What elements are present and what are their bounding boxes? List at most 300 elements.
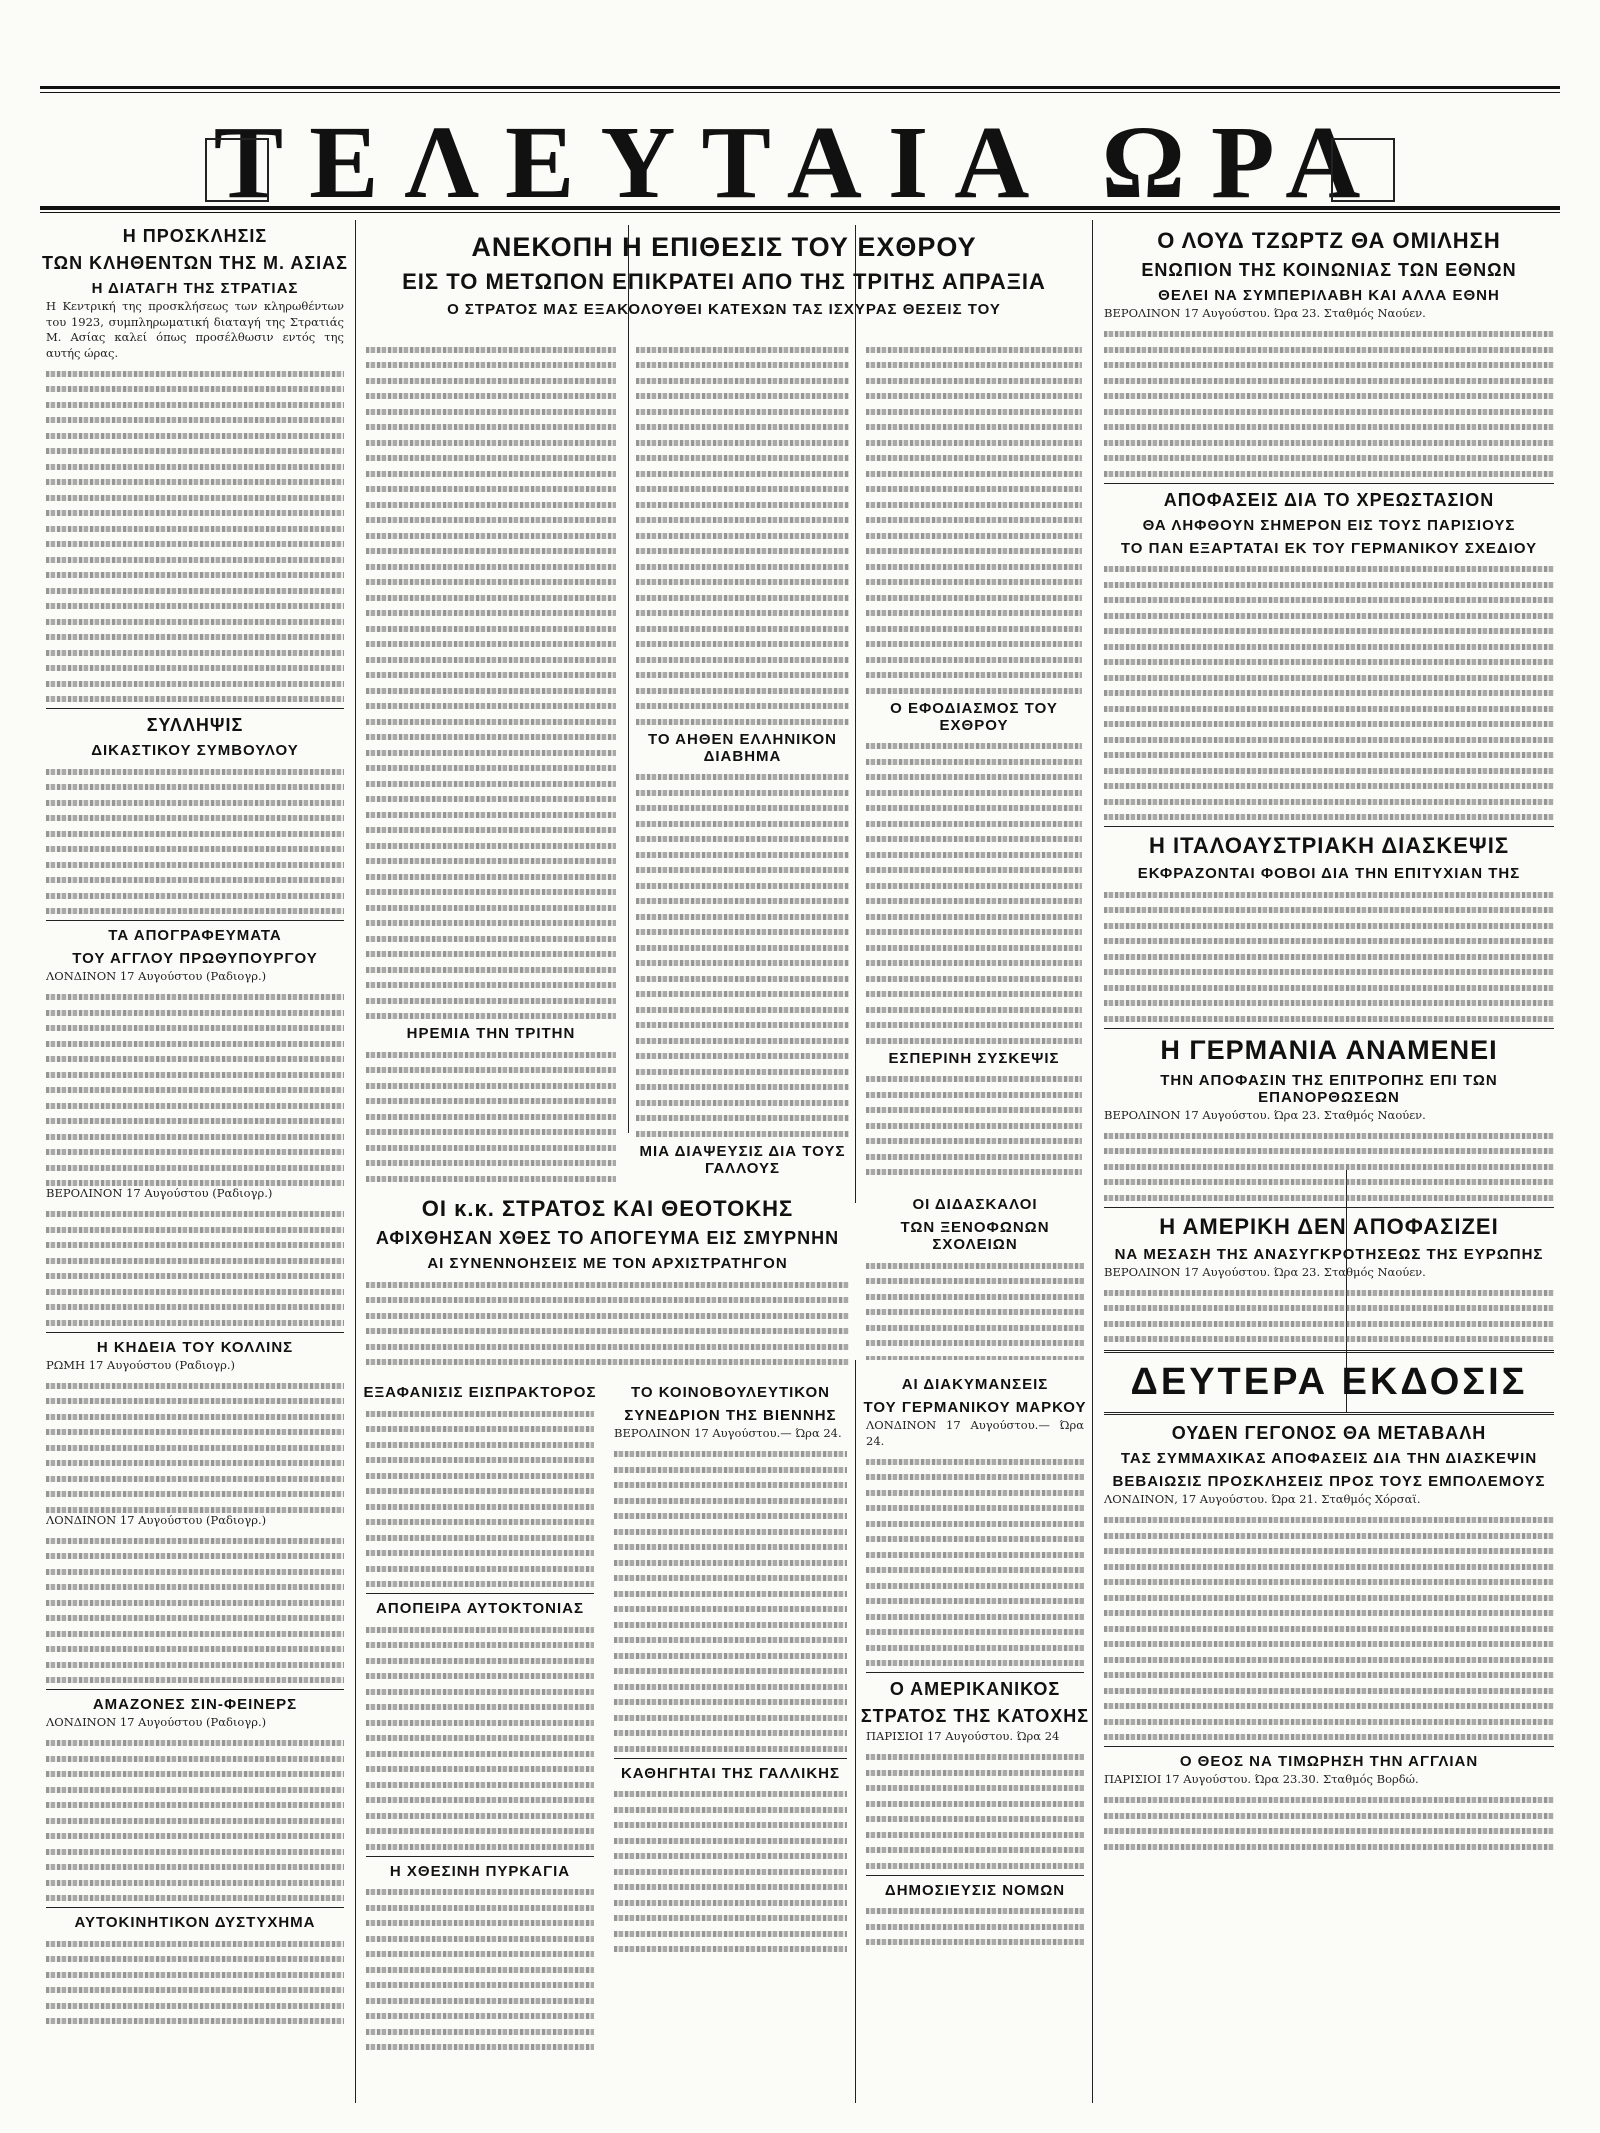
text-line bbox=[866, 393, 1082, 399]
text-line bbox=[366, 812, 616, 818]
section-divider bbox=[866, 1875, 1084, 1876]
text-line bbox=[46, 1987, 344, 1993]
text-line bbox=[46, 1320, 344, 1326]
text-line bbox=[866, 378, 1082, 384]
text-line bbox=[46, 1833, 344, 1839]
text-line bbox=[366, 858, 616, 864]
text-line bbox=[866, 960, 1082, 966]
headline: ΑΠΟΦΑΣΕΙΣ ΔΙΑ ΤΟ ΧΡΕΩΣΤΑΣΙΟΝ bbox=[1163, 489, 1495, 510]
headline: ΤΩΝ ΚΛΗΘΕΝΤΩΝ ΤΗΣ Μ. ΑΣΙΑΣ bbox=[42, 253, 348, 273]
text-line bbox=[366, 1581, 594, 1587]
text-line bbox=[866, 1278, 1084, 1284]
text-line bbox=[46, 1103, 344, 1109]
text-line bbox=[366, 1889, 594, 1895]
text-line bbox=[1104, 1336, 1554, 1342]
text-line bbox=[636, 409, 849, 415]
text-line bbox=[46, 1584, 344, 1590]
text-line bbox=[1104, 690, 1554, 696]
headline: Η ΑΜΕΡΙΚΗ ΔΕΝ ΑΠΟΦΑΣΙΖΕΙ bbox=[1159, 1213, 1499, 1239]
masthead bbox=[0, 105, 1600, 220]
text-line bbox=[46, 1507, 344, 1513]
text-line bbox=[866, 1908, 1084, 1914]
text-line bbox=[866, 759, 1082, 765]
text-line bbox=[46, 1849, 344, 1855]
text-line bbox=[1104, 675, 1554, 681]
text-line bbox=[636, 929, 849, 935]
text-line bbox=[366, 2013, 594, 2019]
text-line bbox=[366, 1720, 594, 1726]
text-line bbox=[366, 362, 616, 368]
text-line bbox=[366, 1658, 594, 1664]
text-line bbox=[636, 579, 849, 585]
headline: ΟΥΔΕΝ ΓΕΓΟΝΟΣ ΘΑ ΜΕΤΑΒΑΛΗ bbox=[1171, 1423, 1487, 1443]
section-divider bbox=[1104, 1350, 1554, 1353]
text-line bbox=[636, 1053, 849, 1059]
headline: ΑΙ ΔΙΑΚΥΜΑΝΣΕΙΣ bbox=[901, 1376, 1049, 1393]
article-text: Η Κεντρική της προσκλήσεως των κληρωθέντων του 1923, συμπληρωματική διαταγή της Στρατιάς Μ. Ασίας καλεί όπως προσέλθωσιν εντός της αυτής ώρας. bbox=[46, 299, 344, 360]
text-line bbox=[1104, 783, 1554, 789]
text-line bbox=[366, 1673, 594, 1679]
text-line bbox=[1104, 1564, 1554, 1570]
text-line bbox=[46, 1180, 344, 1186]
subheadline: ΝΑ ΜΕΣΑΣΗ ΤΗΣ ΑΝΑΣΥΓΚΡΟΤΗΣΕΩΣ ΤΗΣ ΕΥΡΩΠΗΣ bbox=[1114, 1245, 1544, 1263]
text-line bbox=[866, 672, 1082, 678]
text-line bbox=[866, 945, 1082, 951]
text-line bbox=[636, 440, 849, 446]
text-line bbox=[866, 1076, 1082, 1082]
text-line bbox=[866, 1022, 1082, 1028]
text-line bbox=[866, 1474, 1084, 1480]
text-line bbox=[866, 688, 1082, 694]
text-line bbox=[366, 1627, 594, 1633]
text-line bbox=[866, 1340, 1084, 1346]
text-line bbox=[366, 1936, 594, 1942]
text-line bbox=[46, 1941, 344, 1947]
dateline: ΡΩΜΗ 17 Αυγούστου (Ραδιογρ.) bbox=[46, 1357, 236, 1372]
text-line bbox=[636, 1084, 849, 1090]
headline: Ο ΘΕΟΣ ΝΑ ΤΙΜΩΡΗΣΗ ΤΗΝ ΑΓΓΛΙΑΝ bbox=[1179, 1753, 1479, 1770]
text-line bbox=[366, 610, 616, 616]
text-line bbox=[46, 402, 344, 408]
text-line bbox=[866, 1645, 1084, 1651]
text-line bbox=[866, 533, 1082, 539]
text-line bbox=[1104, 393, 1554, 399]
text-line bbox=[614, 1575, 847, 1581]
text-line bbox=[366, 1442, 594, 1448]
text-line bbox=[636, 672, 849, 678]
text-line bbox=[1104, 597, 1554, 603]
text-line bbox=[1104, 1533, 1554, 1539]
text-line bbox=[614, 1591, 847, 1597]
text-line bbox=[46, 1304, 344, 1310]
headline: ΔΗΜΟΣΙΕΥΣΙΣ ΝΟΜΩΝ bbox=[884, 1881, 1066, 1899]
text-line bbox=[1104, 347, 1554, 353]
text-line bbox=[636, 852, 849, 858]
headline: ΤΑ ΑΠΟΓΡΑΦΕΥΜΑΤΑ bbox=[108, 927, 282, 944]
text-line bbox=[1104, 440, 1554, 446]
text-line bbox=[866, 1154, 1082, 1160]
text-line bbox=[866, 610, 1082, 616]
text-line bbox=[636, 378, 849, 384]
text-line bbox=[636, 883, 849, 889]
deck: ΤΟ ΠΑΝ ΕΞΑΡΤΑΤΑΙ ΕΚ ΤΟΥ ΓΕΡΜΑΝΙΚΟΥ ΣΧΕΔΙΟΥ bbox=[1120, 539, 1538, 557]
text-line bbox=[366, 796, 616, 802]
text-line bbox=[614, 1560, 847, 1566]
text-line bbox=[614, 1622, 847, 1628]
text-line bbox=[1104, 424, 1554, 430]
text-line bbox=[366, 657, 616, 663]
text-line bbox=[366, 1813, 594, 1819]
text-line bbox=[1104, 331, 1554, 337]
text-line bbox=[866, 1459, 1084, 1465]
text-line bbox=[366, 920, 616, 926]
text-line bbox=[366, 1766, 594, 1772]
text-line bbox=[366, 347, 616, 353]
text-line bbox=[366, 905, 616, 911]
lead-headline: ΑΝΕΚΟΠΗ Η ΕΠΙΘΕΣΙΣ ΤΟΥ ΕΧΘΡΟΥ bbox=[471, 232, 977, 262]
text-line bbox=[866, 1598, 1084, 1604]
text-line bbox=[1104, 1610, 1554, 1616]
text-line bbox=[366, 1782, 594, 1788]
column-rule bbox=[1092, 220, 1093, 2103]
text-line bbox=[636, 991, 849, 997]
text-line bbox=[866, 1754, 1084, 1760]
text-line bbox=[866, 852, 1082, 858]
text-line bbox=[1104, 1548, 1554, 1554]
text-line bbox=[866, 409, 1082, 415]
text-line bbox=[46, 1631, 344, 1637]
text-line bbox=[1104, 1195, 1554, 1201]
text-line bbox=[366, 626, 616, 632]
section-divider bbox=[46, 708, 344, 709]
text-line bbox=[46, 1956, 344, 1962]
subheadline: ΤΩΝ ΞΕΝΟΦΩΝΩΝ ΣΧΟΛΕΙΩΝ bbox=[900, 1219, 1050, 1253]
text-line bbox=[366, 486, 616, 492]
text-line bbox=[366, 750, 616, 756]
text-line bbox=[614, 1467, 847, 1473]
headline: Η ΙΤΑΛΟΑΥΣΤΡΙΑΚΗ ΔΙΑΣΚΕΨΙΣ bbox=[1148, 833, 1510, 858]
text-line bbox=[1104, 799, 1554, 805]
text-line bbox=[366, 1282, 849, 1288]
text-line bbox=[366, 424, 616, 430]
headline: ΑΜΑΖΟΝΕΣ ΣΙΝ-ΦΕΙΝΕΡΣ bbox=[92, 1696, 298, 1713]
text-line bbox=[46, 1383, 344, 1389]
lead-col-b bbox=[630, 337, 855, 1182]
text-line bbox=[366, 502, 616, 508]
text-line bbox=[614, 1869, 847, 1875]
text-line bbox=[46, 1600, 344, 1606]
text-line bbox=[614, 1529, 847, 1535]
text-line bbox=[614, 1544, 847, 1550]
text-line bbox=[866, 1294, 1084, 1300]
top-rule-thin bbox=[40, 92, 1560, 93]
text-line bbox=[1104, 566, 1554, 572]
story-teachers bbox=[860, 1190, 1090, 1360]
text-line bbox=[866, 548, 1082, 554]
text-line bbox=[1104, 706, 1554, 712]
deck: ΑΙ ΣΥΝΕΝΝΟΗΣΕΙΣ ΜΕ ΤΟΝ ΑΡΧΙΣΤΡΑΤΗΓΟΝ bbox=[427, 1255, 788, 1272]
text-line bbox=[366, 1313, 849, 1319]
text-line bbox=[866, 440, 1082, 446]
text-line bbox=[614, 1791, 847, 1797]
text-line bbox=[46, 526, 344, 532]
column-left bbox=[40, 218, 350, 2113]
text-line bbox=[1104, 378, 1554, 384]
text-line bbox=[46, 893, 344, 899]
text-line bbox=[866, 1309, 1084, 1315]
text-line bbox=[46, 1149, 344, 1155]
text-line bbox=[636, 774, 849, 780]
section-headline: ΜΙΑ ΔΙΑΨΕΥΣΙΣ ΔΙΑ ΤΟΥΣ ΓΑΛΛΟΥΣ bbox=[639, 1142, 846, 1177]
text-line bbox=[46, 1756, 344, 1762]
text-line bbox=[636, 657, 849, 663]
text-line bbox=[636, 1069, 849, 1075]
text-line bbox=[614, 1746, 847, 1752]
text-line bbox=[366, 455, 616, 461]
text-line bbox=[866, 455, 1082, 461]
text-line bbox=[636, 945, 849, 951]
section-divider bbox=[1104, 1028, 1554, 1029]
top-rule bbox=[40, 86, 1560, 89]
text-line bbox=[636, 362, 849, 368]
text-line bbox=[866, 898, 1082, 904]
text-line bbox=[1104, 628, 1554, 634]
text-line bbox=[1104, 1321, 1554, 1327]
text-line bbox=[46, 1398, 344, 1404]
text-line bbox=[46, 665, 344, 671]
text-line bbox=[1104, 1148, 1554, 1154]
text-line bbox=[614, 1513, 847, 1519]
text-line bbox=[1104, 1000, 1554, 1006]
headline: Η ΓΕΡΜΑΝΙΑ ΑΝΑΜΕΝΕΙ bbox=[1160, 1034, 1498, 1065]
column-rule bbox=[355, 220, 356, 2103]
text-line bbox=[636, 1131, 849, 1137]
text-line bbox=[614, 1699, 847, 1705]
text-line bbox=[866, 517, 1082, 523]
text-line bbox=[366, 982, 616, 988]
text-line bbox=[46, 681, 344, 687]
text-line bbox=[866, 1138, 1082, 1144]
text-line bbox=[46, 1972, 344, 1978]
text-line bbox=[46, 588, 344, 594]
second-edition-title: ΔΕΥΤΕΡΑ ΕΚΔΟΣΙΣ bbox=[1130, 1361, 1528, 1403]
text-line bbox=[866, 1614, 1084, 1620]
text-line bbox=[866, 1583, 1084, 1589]
text-line bbox=[636, 393, 849, 399]
text-line bbox=[636, 914, 849, 920]
text-line bbox=[1104, 938, 1554, 944]
text-line bbox=[866, 1521, 1084, 1527]
text-line bbox=[46, 1553, 344, 1559]
text-line bbox=[636, 626, 849, 632]
text-line bbox=[636, 641, 849, 647]
section-divider bbox=[366, 1593, 594, 1594]
text-line bbox=[1104, 1290, 1554, 1296]
text-line bbox=[866, 471, 1082, 477]
text-line bbox=[366, 1689, 594, 1695]
text-line bbox=[366, 1998, 594, 2004]
text-line bbox=[1104, 1517, 1554, 1523]
headline: ΕΞΑΦΑΝΙΣΙΣ ΕΙΣΠΡΑΚΤΟΡΟΣ bbox=[363, 1384, 597, 1401]
section-divider bbox=[46, 1332, 344, 1333]
dateline: ΒΕΡΟΛΙΝΟΝ 17 Αυγούστου. Ώρα 23. Σταθμός Ναούεν. bbox=[1104, 1107, 1426, 1122]
text-line bbox=[1104, 1844, 1554, 1850]
dateline: ΠΑΡΙΣΙΟΙ 17 Αυγούστου. Ώρα 23.30. Σταθμός Βορδώ. bbox=[1104, 1772, 1419, 1786]
column-mid-center bbox=[608, 1378, 853, 2098]
section-headline: ΗΡΕΜΙΑ ΤΗΝ ΤΡΙΤΗΝ bbox=[406, 1025, 576, 1042]
text-line bbox=[366, 1642, 594, 1648]
text-line bbox=[866, 1038, 1082, 1044]
text-line bbox=[866, 1123, 1082, 1129]
text-line bbox=[1104, 582, 1554, 588]
text-line bbox=[614, 1653, 847, 1659]
dateline: ΛΟΝΔΙΝΟΝ 17 Αυγούστου.— Ώρα 24. bbox=[866, 1418, 1084, 1448]
text-line bbox=[636, 517, 849, 523]
dateline: ΠΑΡΙΣΙΟΙ 17 Αυγούστου. Ώρα 24 bbox=[866, 1729, 1060, 1743]
text-line bbox=[46, 1569, 344, 1575]
dateline: ΛΟΝΔΙΝΟΝ 17 Αυγούστου (Ραδιογρ.) bbox=[46, 1715, 267, 1729]
text-line bbox=[46, 2003, 344, 2009]
text-line bbox=[46, 619, 344, 625]
text-line bbox=[866, 486, 1082, 492]
text-line bbox=[1104, 1828, 1554, 1834]
text-line bbox=[46, 784, 344, 790]
text-line bbox=[866, 626, 1082, 632]
text-line bbox=[46, 1087, 344, 1093]
text-line bbox=[366, 1098, 616, 1104]
text-line bbox=[46, 1211, 344, 1217]
text-line bbox=[636, 502, 849, 508]
subheadline: ΣΤΡΑΤΟΣ ΤΗΣ ΚΑΤΟΧΗΣ bbox=[860, 1706, 1090, 1726]
text-line bbox=[46, 908, 344, 914]
text-line bbox=[614, 1715, 847, 1721]
text-line bbox=[636, 836, 849, 842]
text-line bbox=[46, 994, 344, 1000]
lead-subheadline: ΕΙΣ ΤΟ ΜΕΤΩΠΟΝ ΕΠΙΚΡΑΤΕΙ ΑΠΟ ΤΗΣ ΤΡΙΤΗΣ ΑΠΡΑΞΙΑ bbox=[402, 269, 1046, 294]
text-line bbox=[866, 1169, 1082, 1175]
text-line bbox=[636, 867, 849, 873]
text-line bbox=[46, 1771, 344, 1777]
text-line bbox=[1104, 814, 1554, 820]
text-line bbox=[46, 386, 344, 392]
section-headline: Ο ΕΦΟΔΙΑΣΜΟΣ ΤΟΥ ΕΧΘΡΟΥ bbox=[890, 699, 1058, 734]
column-mid-right bbox=[860, 1370, 1090, 2100]
text-line bbox=[46, 371, 344, 377]
text-line bbox=[366, 1411, 594, 1417]
text-line bbox=[46, 464, 344, 470]
text-line bbox=[366, 1114, 616, 1120]
text-line bbox=[636, 424, 849, 430]
text-line bbox=[46, 1165, 344, 1171]
text-line bbox=[366, 1052, 616, 1058]
text-line bbox=[46, 1646, 344, 1652]
text-line bbox=[46, 1460, 344, 1466]
text-line bbox=[636, 1100, 849, 1106]
headline: ΟΙ ΔΙΔΑΣΚΑΛΟΙ bbox=[912, 1196, 1038, 1213]
text-line bbox=[614, 1451, 847, 1457]
text-line bbox=[366, 1550, 594, 1556]
text-line bbox=[636, 719, 849, 725]
text-line bbox=[366, 393, 616, 399]
text-line bbox=[636, 960, 849, 966]
text-line bbox=[614, 1730, 847, 1736]
text-line bbox=[366, 1920, 594, 1926]
text-line bbox=[366, 874, 616, 880]
text-line bbox=[866, 424, 1082, 430]
text-line bbox=[46, 800, 344, 806]
story-stratos bbox=[360, 1190, 855, 1370]
text-line bbox=[46, 1802, 344, 1808]
text-line bbox=[1104, 1719, 1554, 1725]
text-line bbox=[46, 1227, 344, 1233]
text-line bbox=[366, 1145, 616, 1151]
text-line bbox=[46, 1041, 344, 1047]
text-line bbox=[1104, 613, 1554, 619]
subheadline: ΔΙΚΑΣΤΙΚΟΥ ΣΥΜΒΟΥΛΟΥ bbox=[91, 742, 299, 759]
text-line bbox=[614, 1684, 847, 1690]
section-divider bbox=[46, 1907, 344, 1908]
text-line bbox=[46, 510, 344, 516]
text-line bbox=[366, 564, 616, 570]
text-line bbox=[866, 1801, 1084, 1807]
headline: Η ΧΘΕΣΙΝΗ ΠΥΡΚΑΓΙΑ bbox=[389, 1862, 571, 1880]
text-line bbox=[614, 1900, 847, 1906]
text-line bbox=[866, 1092, 1082, 1098]
text-line bbox=[636, 703, 849, 709]
text-line bbox=[46, 1118, 344, 1124]
text-line bbox=[46, 1880, 344, 1886]
headline: ΤΟ ΚΟΙΝΟΒΟΥΛΕΥΤΙΚΟΝ bbox=[631, 1384, 830, 1401]
text-line bbox=[1104, 721, 1554, 727]
text-line bbox=[1104, 1641, 1554, 1647]
text-line bbox=[46, 1258, 344, 1264]
text-line bbox=[366, 1797, 594, 1803]
text-line bbox=[366, 409, 616, 415]
headline: Ο ΛΟΥΔ ΤΖΩΡΤΖ ΘΑ ΟΜΙΛΗΣΗ bbox=[1157, 228, 1501, 253]
text-line bbox=[1104, 1164, 1554, 1170]
text-line bbox=[366, 781, 616, 787]
dateline: ΛΟΝΔΙΝΟΝ 17 Αυγούστου (Ραδιογρ.) bbox=[46, 1512, 267, 1527]
text-line bbox=[866, 1552, 1084, 1558]
text-line bbox=[866, 1939, 1084, 1945]
subheadline: ΑΦΙΧΘΗΣΑΝ ΧΘΕΣ ΤΟ ΑΠΟΓΕΥΜΑ ΕΙΣ ΣΜΥΡΝΗΝ bbox=[375, 1228, 840, 1248]
text-line bbox=[1104, 954, 1554, 960]
text-line bbox=[46, 1429, 344, 1435]
text-line bbox=[1104, 1179, 1554, 1185]
text-line bbox=[1104, 907, 1554, 913]
text-line bbox=[1104, 659, 1554, 665]
text-line bbox=[366, 548, 616, 554]
dateline: ΒΕΡΟΛΙΝΟΝ 17 Αυγούστου. Ώρα 23. Σταθμός Ναούεν. bbox=[1104, 1264, 1426, 1279]
text-line bbox=[866, 1505, 1084, 1511]
text-line bbox=[636, 1115, 849, 1121]
text-line bbox=[46, 815, 344, 821]
text-line bbox=[614, 1915, 847, 1921]
text-line bbox=[46, 877, 344, 883]
text-line bbox=[46, 1072, 344, 1078]
subheadline: ΤΑΣ ΣΥΜΜΑΧΙΚΑΣ ΑΠΟΦΑΣΕΙΣ ΔΙΑ ΤΗΝ ΔΙΑΣΚΕΨΙΝ bbox=[1120, 1450, 1538, 1467]
text-line bbox=[614, 1884, 847, 1890]
text-line bbox=[866, 1107, 1082, 1113]
lead-col-c bbox=[860, 337, 1088, 1182]
text-line bbox=[366, 517, 616, 523]
text-line bbox=[46, 1289, 344, 1295]
text-line bbox=[614, 1482, 847, 1488]
text-line bbox=[636, 548, 849, 554]
text-line bbox=[636, 790, 849, 796]
text-line bbox=[866, 1356, 1084, 1361]
text-line bbox=[866, 595, 1082, 601]
